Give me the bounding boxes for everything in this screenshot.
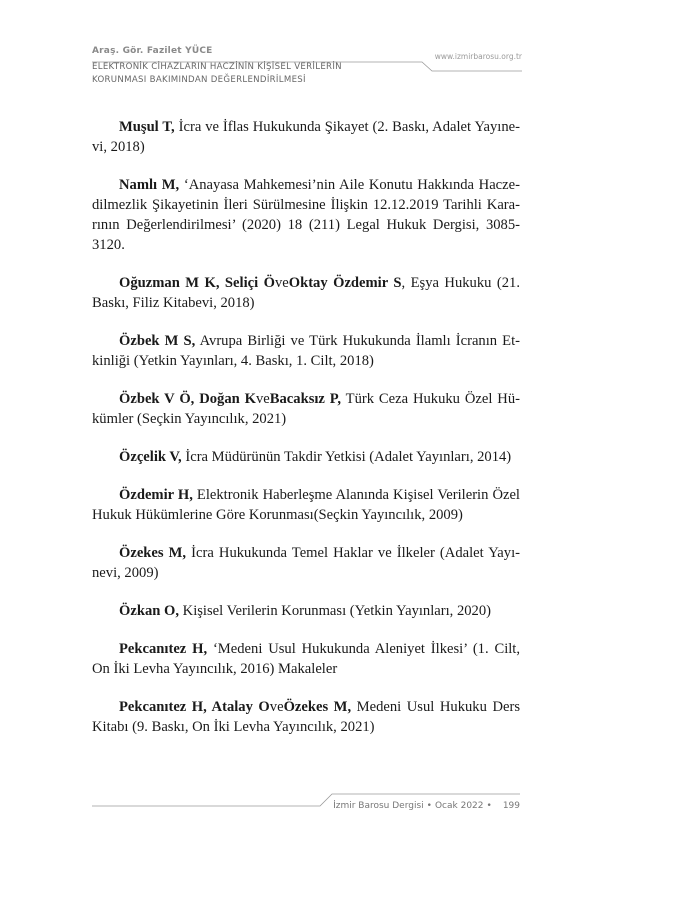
page-header bbox=[92, 46, 522, 96]
footer-issue: Ocak 2022 bbox=[434, 801, 484, 811]
page-footer bbox=[92, 792, 520, 816]
footer-bullet: • bbox=[426, 801, 432, 811]
reference-author-2: Bacaksız P, bbox=[269, 391, 342, 407]
reference-author: Özçelik V, bbox=[119, 449, 182, 465]
header-author: Araş. Gör. Fazilet YÜCE bbox=[92, 46, 213, 56]
reference-text: Medeni Usul Hukuku Ders Kitabı (9. Baskı, On İki Levha Yayıncılık, 2021) bbox=[92, 699, 520, 735]
page-number: 199 bbox=[502, 801, 520, 811]
reference-text: ‘Anayasa Mahkemesi’nin Aile Konutu Hakkında Hacze-dilmezlik Şikayetinin İleri Sürülmesine İlişkin 12.12.2019 Tarihli Kara-rının Değerlendirilmesi’ (2020) 18 (211) Legal Hukuk Dergisi, 3085-3120. bbox=[92, 177, 520, 253]
reference-text: İcra Müdürünün Takdir Yetkisi (Adalet Yayınları, 2014) bbox=[181, 449, 512, 465]
footer-info bbox=[333, 801, 520, 811]
footer-journal: İzmir Barosu Dergisi bbox=[333, 801, 424, 811]
reference-author-2: Özekes M, bbox=[283, 699, 352, 715]
reference-author: Muşul T, bbox=[119, 119, 175, 135]
reference-text: İcra Hukukunda Temel Haklar ve İlkeler (Adalet Yayı-nevi, 2009) bbox=[92, 545, 520, 581]
reference-author: Özekes M, bbox=[119, 545, 187, 561]
reference-connector: ve bbox=[256, 391, 270, 407]
reference-author: Namlı M, bbox=[119, 177, 180, 193]
reference-connector: ve bbox=[269, 699, 284, 715]
reference-text: Elektronik Haberleşme Alanında Kişisel Verilerin Özel Hukuk Hükümlerine Göre Korunması(Seçkin Yayıncılık, 2009) bbox=[92, 487, 520, 523]
reference-item bbox=[92, 331, 520, 371]
reference-item bbox=[92, 485, 520, 525]
reference-list bbox=[92, 117, 520, 755]
reference-text: ‘Medeni Usul Hukukunda Aleniyet İlkesi’ (1. Cilt, On İki Levha Yayıncılık, 2016) Makaleler bbox=[92, 641, 521, 677]
reference-item bbox=[92, 447, 520, 467]
reference-item bbox=[92, 175, 520, 255]
reference-text: İcra ve İflas Hukukunda Şikayet (2. Baskı, Adalet Yayıne-vi, 2018) bbox=[92, 119, 520, 155]
reference-author-2: Oktay Özdemir S bbox=[288, 275, 402, 291]
reference-author: Özbek M S, bbox=[119, 333, 196, 349]
reference-connector: ve bbox=[274, 275, 289, 291]
header-title-line2: KORUNMASI BAKIMINDAN DEĞERLENDİRİLMESİ bbox=[92, 75, 306, 85]
reference-text: Türk Ceza Hukuku Özel Hü-kümler (Seçkin Yayıncılık, 2021) bbox=[92, 391, 520, 427]
reference-text: Kişisel Verilerin Korunması (Yetkin Yayınları, 2020) bbox=[179, 603, 492, 619]
footer-bullet: • bbox=[486, 801, 492, 811]
header-title-line1: ELEKTRONİK CİHAZLARIN HACZİNİN KİŞİSEL VERİLERİN bbox=[92, 62, 342, 72]
reference-item bbox=[92, 389, 520, 429]
reference-item bbox=[92, 697, 520, 737]
reference-author: Özkan O, bbox=[119, 603, 180, 619]
reference-item bbox=[92, 543, 520, 583]
reference-item bbox=[92, 601, 520, 621]
reference-text: , Eşya Hukuku (21. Baskı, Filiz Kitabevi, 2018) bbox=[92, 275, 520, 311]
reference-text: Avrupa Birliği ve Türk Hukukunda İlamlı İcranın Et-kinliği (Yetkin Yayınları, 4. Baskı, 1. Cilt, 2018) bbox=[92, 333, 521, 369]
reference-item bbox=[92, 273, 520, 313]
reference-author: Pekcanıtez H, Atalay O bbox=[119, 699, 270, 715]
reference-item bbox=[92, 117, 520, 157]
reference-author: Pekcanıtez H, bbox=[119, 641, 208, 657]
reference-author: Oğuzman M K, Seliçi Ö bbox=[119, 275, 275, 291]
reference-author: Özdemir H, bbox=[119, 487, 193, 503]
reference-author: Özbek V Ö, Doğan K bbox=[119, 391, 256, 407]
header-site-link[interactable]: www.izmirbarosu.org.tr bbox=[434, 52, 522, 61]
reference-item bbox=[92, 639, 520, 679]
